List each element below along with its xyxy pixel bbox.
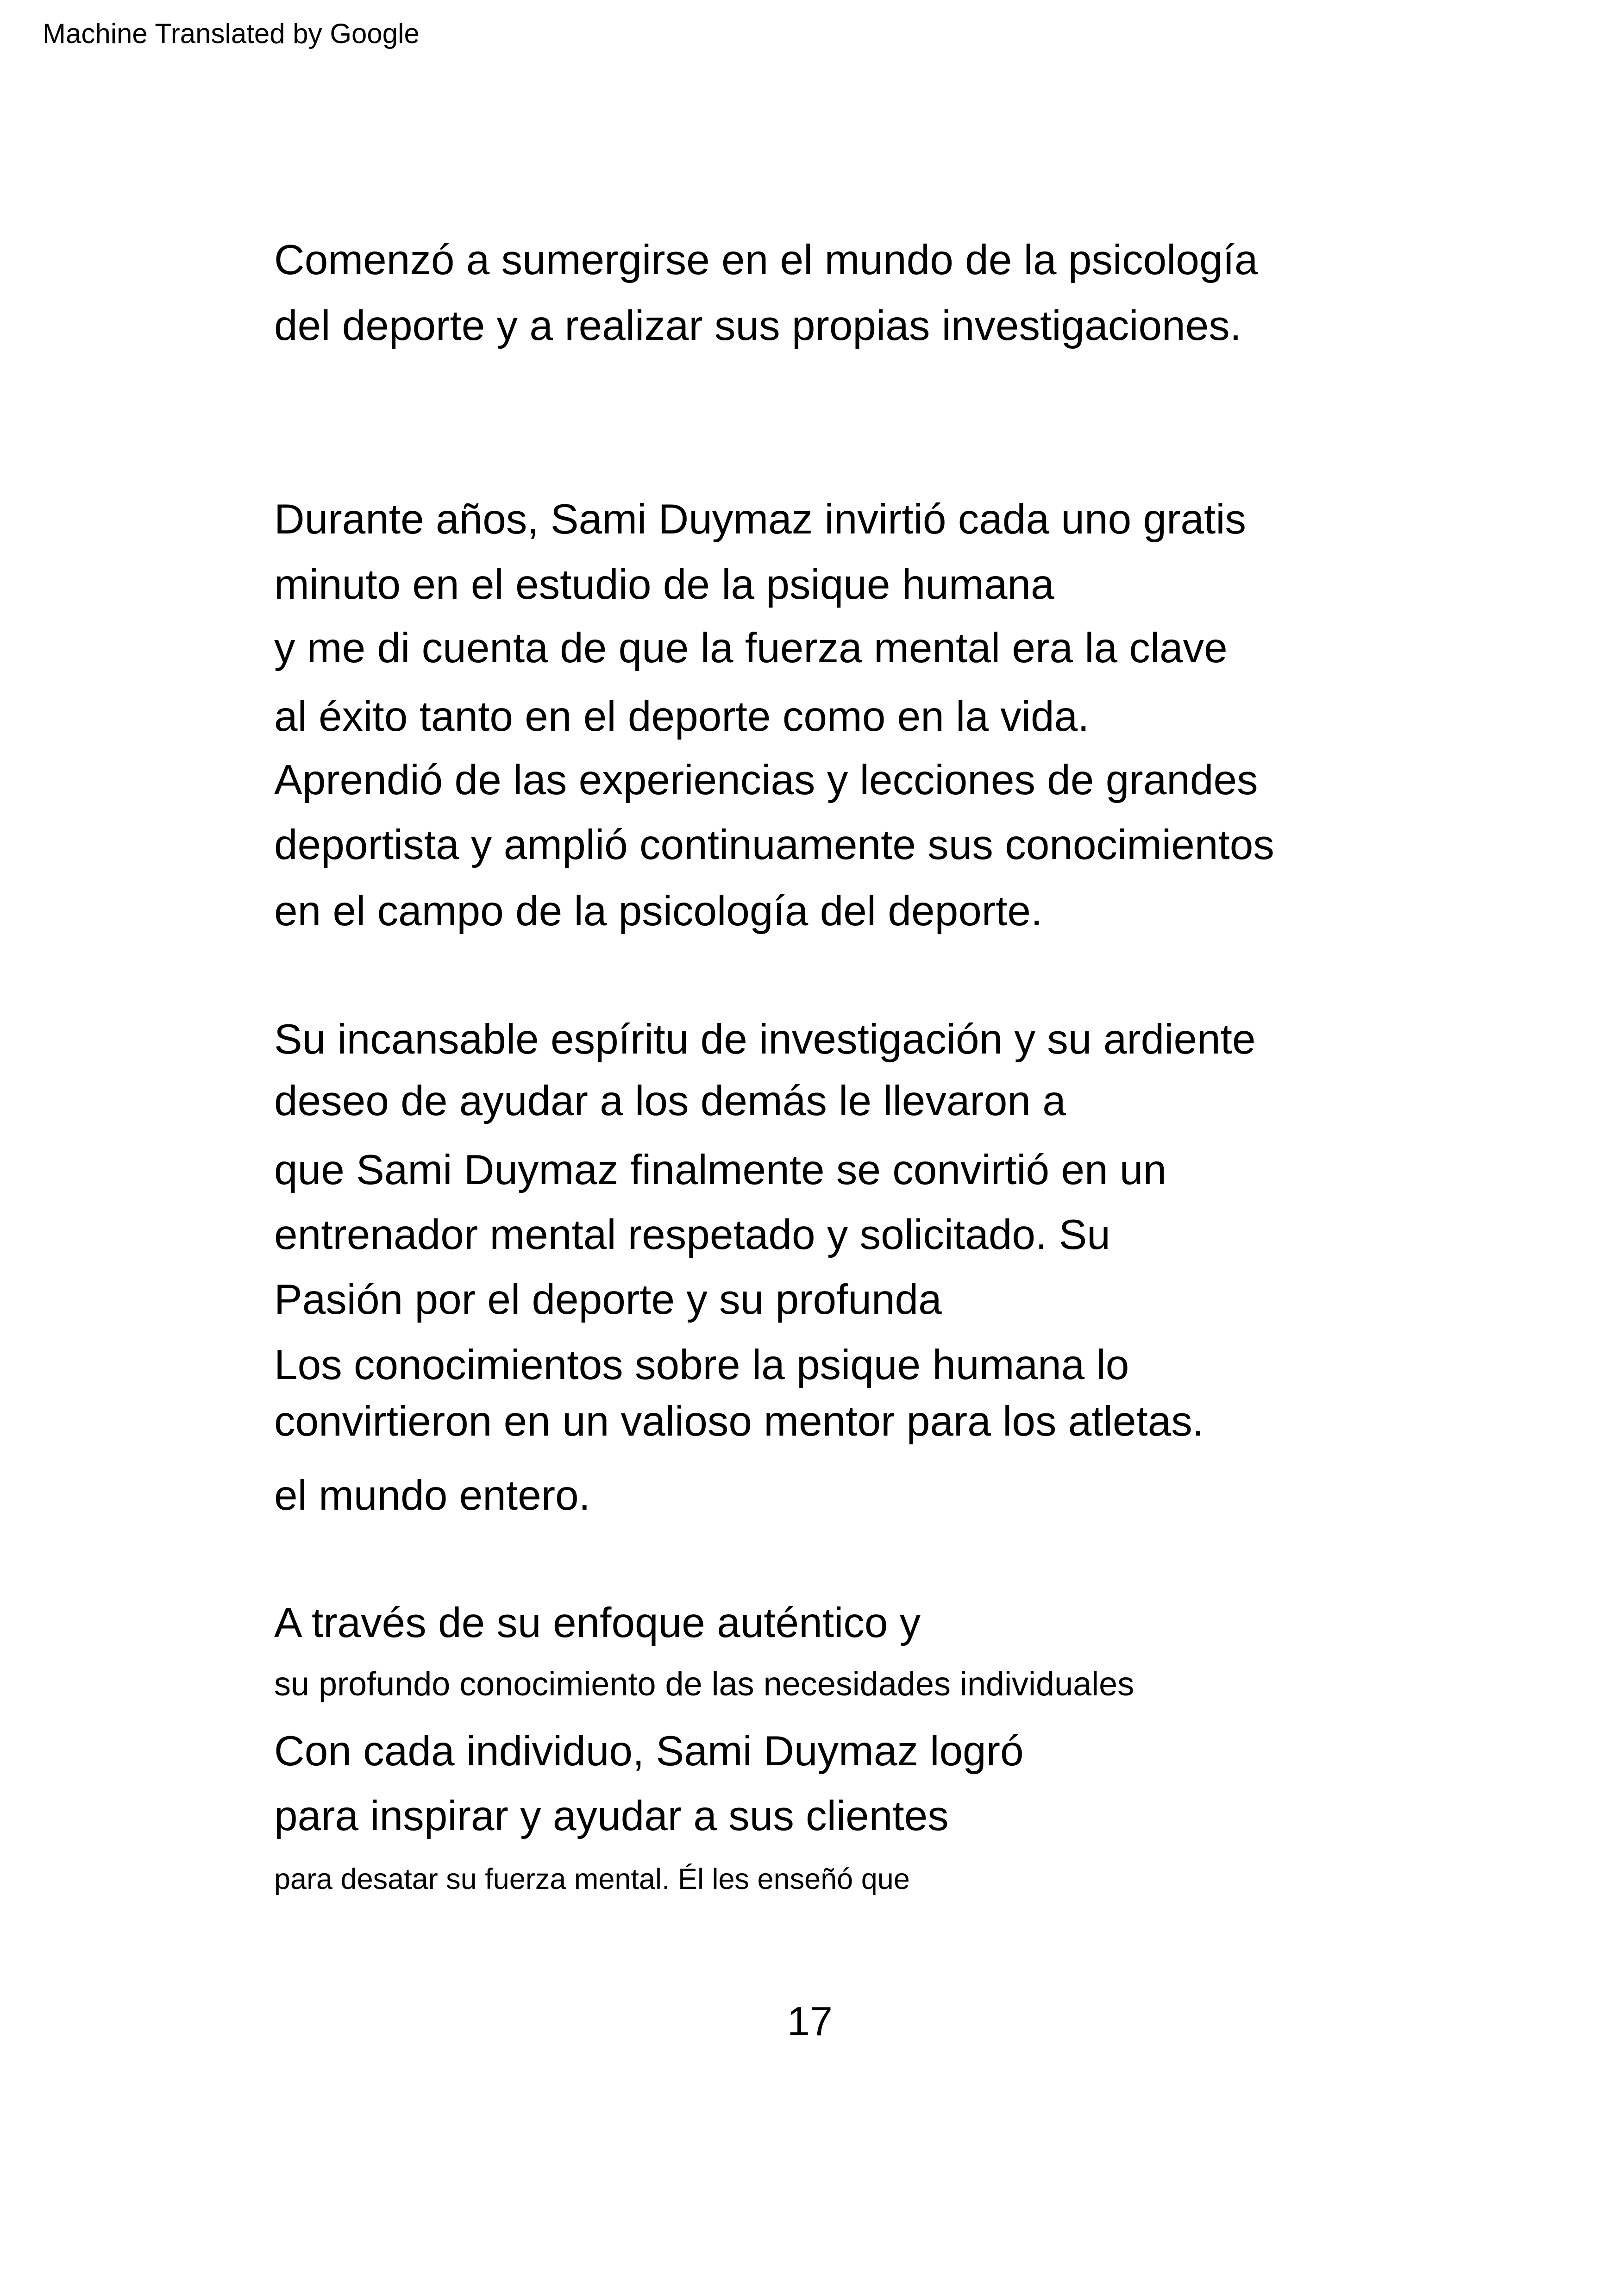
text-line: para desatar su fuerza mental. Él les enseñó que — [274, 1863, 910, 1895]
text-line: para inspirar y ayudar a sus clientes — [274, 1793, 949, 1839]
machine-translation-label: Machine Translated by Google — [43, 18, 420, 49]
text-line: Con cada individuo, Sami Duymaz logró — [274, 1728, 1024, 1775]
text-line: entrenador mental respetado y solicitado. Su — [274, 1211, 1110, 1258]
text-line: del deporte y a realizar sus propias investigaciones. — [274, 302, 1242, 349]
text-line: que Sami Duymaz finalmente se convirtió en un — [274, 1147, 1167, 1193]
text-line: Pasión por el deporte y su profunda — [274, 1276, 942, 1323]
text-line: Aprendió de las experiencias y lecciones de grandes — [274, 757, 1258, 803]
text-line: convirtieron en un valioso mentor para los atletas. — [274, 1398, 1204, 1445]
text-line: A través de su enfoque auténtico y — [274, 1600, 921, 1646]
text-line: Su incansable espíritu de investigación y su ardiente — [274, 1016, 1256, 1063]
text-line: Comenzó a sumergirse en el mundo de la psicología — [274, 237, 1258, 283]
text-line: deseo de ayudar a los demás le llevaron a — [274, 1078, 1066, 1124]
text-line: y me di cuenta de que la fuerza mental era la clave — [274, 625, 1228, 671]
page-number: 17 — [787, 1998, 833, 2044]
text-line: minuto en el estudio de la psique humana — [274, 561, 1054, 608]
text-line: el mundo entero. — [274, 1472, 590, 1519]
text-line: en el campo de la psicología del deporte. — [274, 888, 1043, 935]
text-line: deportista y amplió continuamente sus conocimientos — [274, 822, 1274, 868]
text-line: su profundo conocimiento de las necesidades individuales — [274, 1666, 1134, 1703]
text-line: al éxito tanto en el deporte como en la vida. — [274, 693, 1090, 740]
text-line: Los conocimientos sobre la psique humana lo — [274, 1342, 1129, 1388]
text-line: Durante años, Sami Duymaz invirtió cada uno gratis — [274, 496, 1247, 543]
